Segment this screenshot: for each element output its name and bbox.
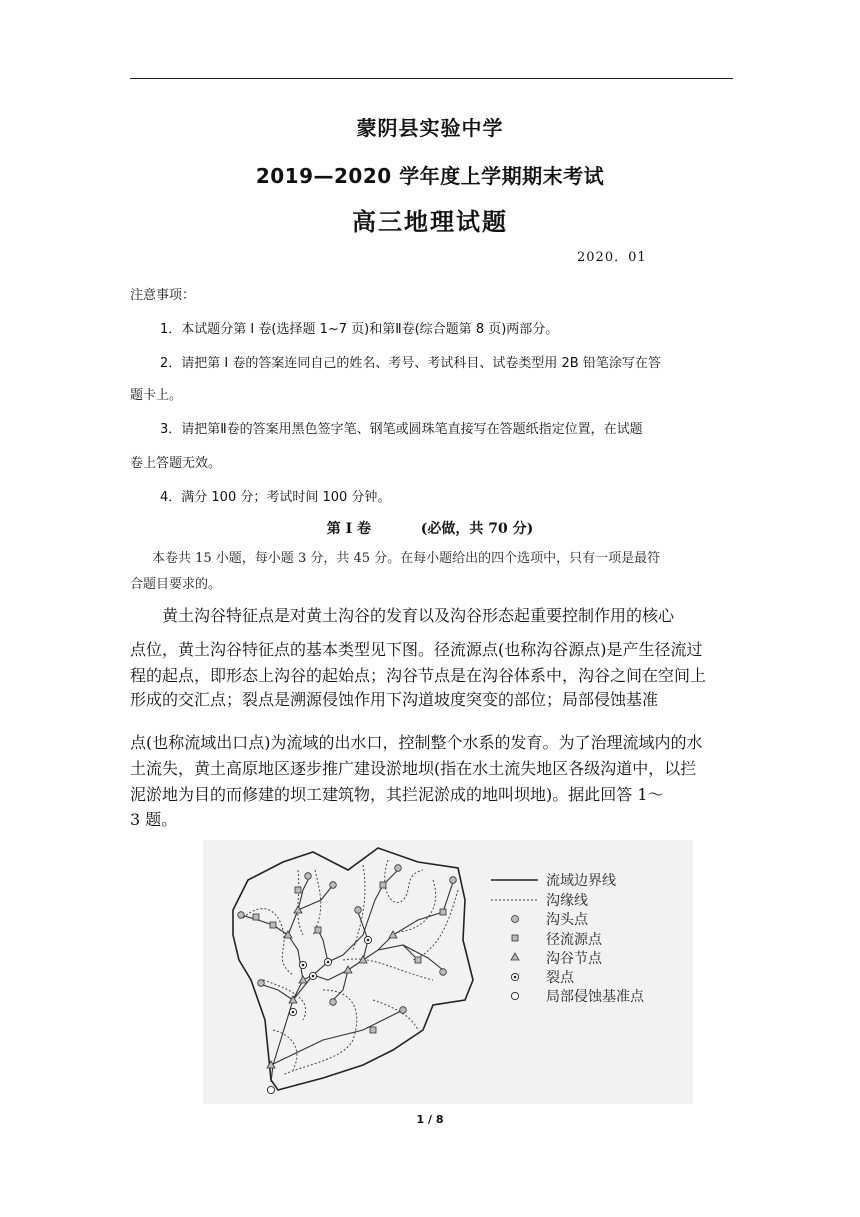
section-intro-line: 本卷共 15 小题，每小题 3 分，共 45 分。在每小题给出的四个选项中，只有一项是最符 [152, 551, 661, 566]
note-line: 题卡上。 [130, 388, 183, 403]
passage-line: 点(也称流域出口点)为流域的出水口，控制整个水系的发育。为了治理流域内的水 [130, 733, 703, 752]
note-line: 卷上答题无效。 [130, 456, 222, 471]
passage-line: 形成的交汇点；裂点是溯源侵蚀作用下沟道坡度突变的部位；局部侵蚀基准 [130, 690, 659, 709]
header-rule [130, 78, 733, 79]
legend-label: 流域边界线 [546, 873, 616, 889]
school-name: 蒙阴县实验中学 [356, 116, 504, 140]
legend-label: 沟头点 [546, 912, 588, 928]
passage-line: 点位，黄土沟谷特征点的基本类型见下图。径流源点(也称沟谷源点)是产生径流过 [130, 640, 703, 659]
legend-label: 径流源点 [546, 932, 602, 948]
note-line: 1．本试题分第 Ⅰ 卷(选择题 1~7 页)和第Ⅱ卷(综合题第 8 页)两部分。 [160, 322, 559, 337]
section-title: 第 Ⅰ 卷 [326, 521, 372, 537]
legend-label: 沟缘线 [546, 893, 588, 909]
passage-line: 土流失，黄土高原地区逐步推广建设淤地坝(指在水土流失地区各级沟道中，以拦 [130, 759, 697, 778]
section-subtitle: (必做，共 70 分) [420, 521, 534, 537]
legend-label: 局部侵蚀基准点 [546, 989, 644, 1005]
legend-runoff-source-icon [512, 935, 518, 941]
legend-base-level-icon [511, 992, 518, 999]
gully-feature-figure [203, 840, 693, 1104]
notes-title: 注意事项： [130, 288, 196, 303]
passage-line: 3 题。 [130, 810, 178, 829]
section-heading [0, 518, 860, 538]
passage-line: 程的起点，即形态上沟谷的起始点；沟谷节点是在沟谷体系中，沟谷之间在空间上 [130, 666, 707, 685]
legend-label: 沟谷节点 [546, 951, 602, 967]
exam-date: 2020．01 [577, 250, 647, 265]
passage-line: 黄土沟谷特征点是对黄土沟谷的发育以及沟谷形态起重要控制作用的核心 [162, 606, 675, 625]
exam-title: 高三地理试题 [352, 208, 508, 236]
note-line: 2．请把第 Ⅰ 卷的答案连同自己的姓名、考号、考试科目、试卷类型用 2B 铅笔涂写在答 [160, 356, 661, 371]
note-line: 3．请把第Ⅱ卷的答案用黑色签字笔、钢笔或圆珠笔直接写在答题纸指定位置，在试题 [160, 422, 643, 437]
legend-gully-head-icon [512, 916, 519, 923]
legend-label: 裂点 [546, 970, 574, 986]
page-number: 1 / 8 [416, 1113, 444, 1126]
exam-term: 2019—2020 学年度上学期期末考试 [255, 164, 605, 188]
section-intro-line: 合题目要求的。 [130, 577, 222, 592]
note-line: 4．满分 100 分；考试时间 100 分钟。 [160, 490, 391, 505]
passage-line: 泥淤地为目的而修建的坝工建筑物，其拦泥淤成的地叫坝地)。据此回答 1～ [130, 785, 664, 804]
